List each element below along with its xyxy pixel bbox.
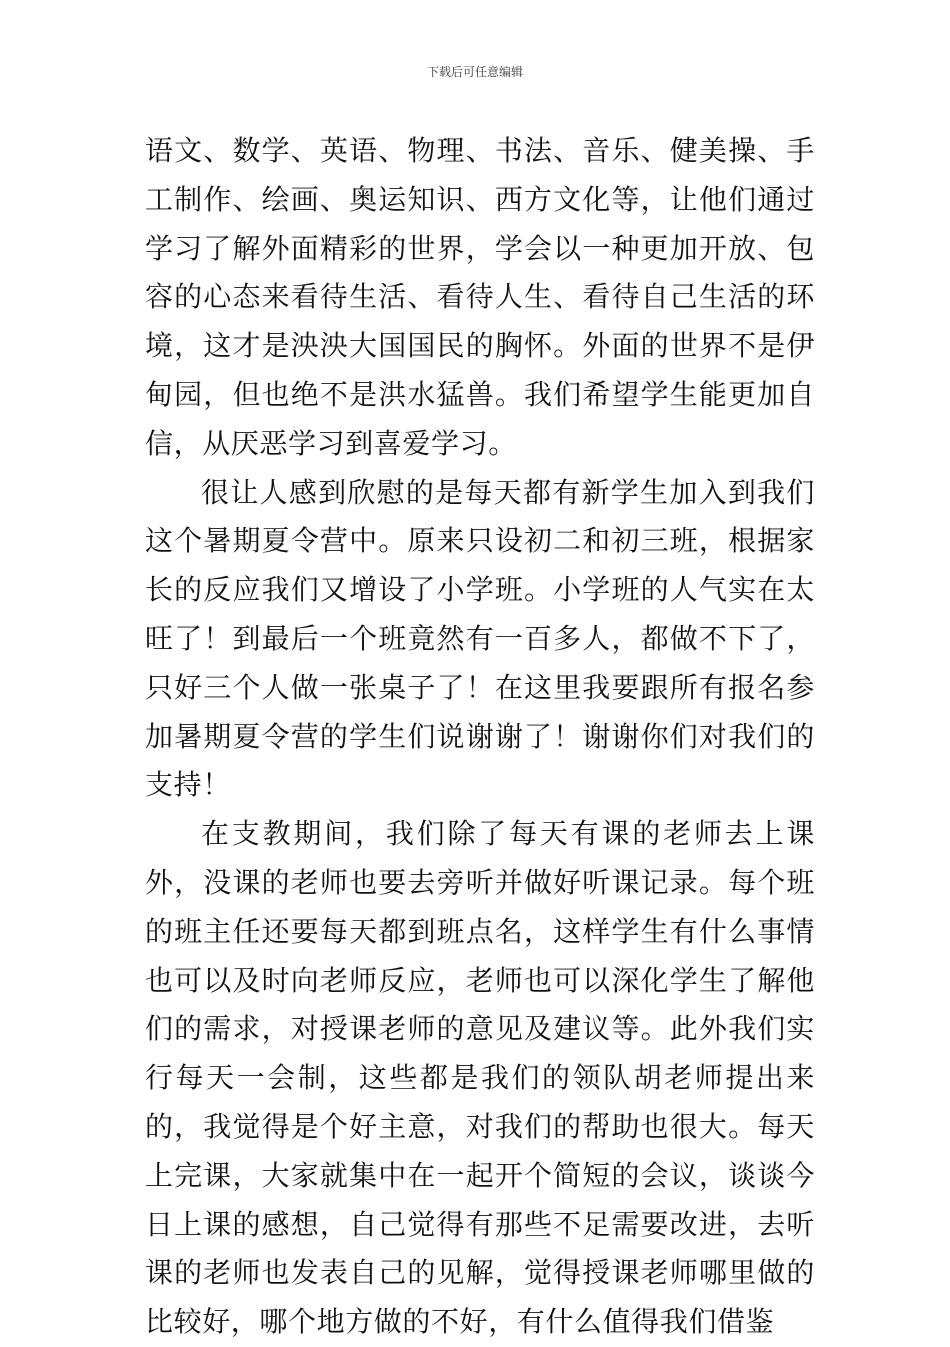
document-body — [145, 127, 815, 1347]
paragraph-3: 在支教期间，我们除了每天有课的老师去上课外，没课的老师也要去旁听并做好听课记录。每个班的班主任还要每天都到班点名，这样学生有什么事情也可以及时向老师反应，老师也可以深化学生了解他们的需求，对授课老师的意见及建议等。此外我们实行每天一会制，这些都是我们的领队胡老师提出来的，我觉得是个好主意，对我们的帮助也很大。每天上完课，大家就集中在一起开个简短的会议，谈谈今日上课的感想，自己觉得有那些不足需要改进，去听课的老师也发表自己的见解，觉得授课老师哪里做的比较好，哪个地方做的不好，有什么值得我们借鉴 — [145, 817, 815, 1339]
page-header: 下载后可任意编辑 — [426, 65, 523, 79]
paragraph-1: 语文、数学、英语、物理、书法、音乐、健美操、手工制作、绘画、奥运知识、西方文化等，让他们通过学习了解外面精彩的世界，学会以一种更加开放、包容的心态来看待生活、看待人生、看待自己生活的环境，这才是泱泱大国国民的胸怀。外面的世界不是伊甸园，但也绝不是洪水猛兽。我们希望学生能更加自信，从厌恶学习到喜爱学习。 — [145, 134, 815, 460]
paragraph-2: 很让人感到欣慰的是每天都有新学生加入到我们这个暑期夏令营中。原来只设初二和初三班，根据家长的反应我们又增设了小学班。小学班的人气实在太旺了！到最后一个班竟然有一百多人，都做不下了，只好三个人做一张桌子了！在这里我要跟所有报名参加暑期夏令营的学生们说谢谢了！谢谢你们对我们的支持！ — [145, 475, 815, 802]
